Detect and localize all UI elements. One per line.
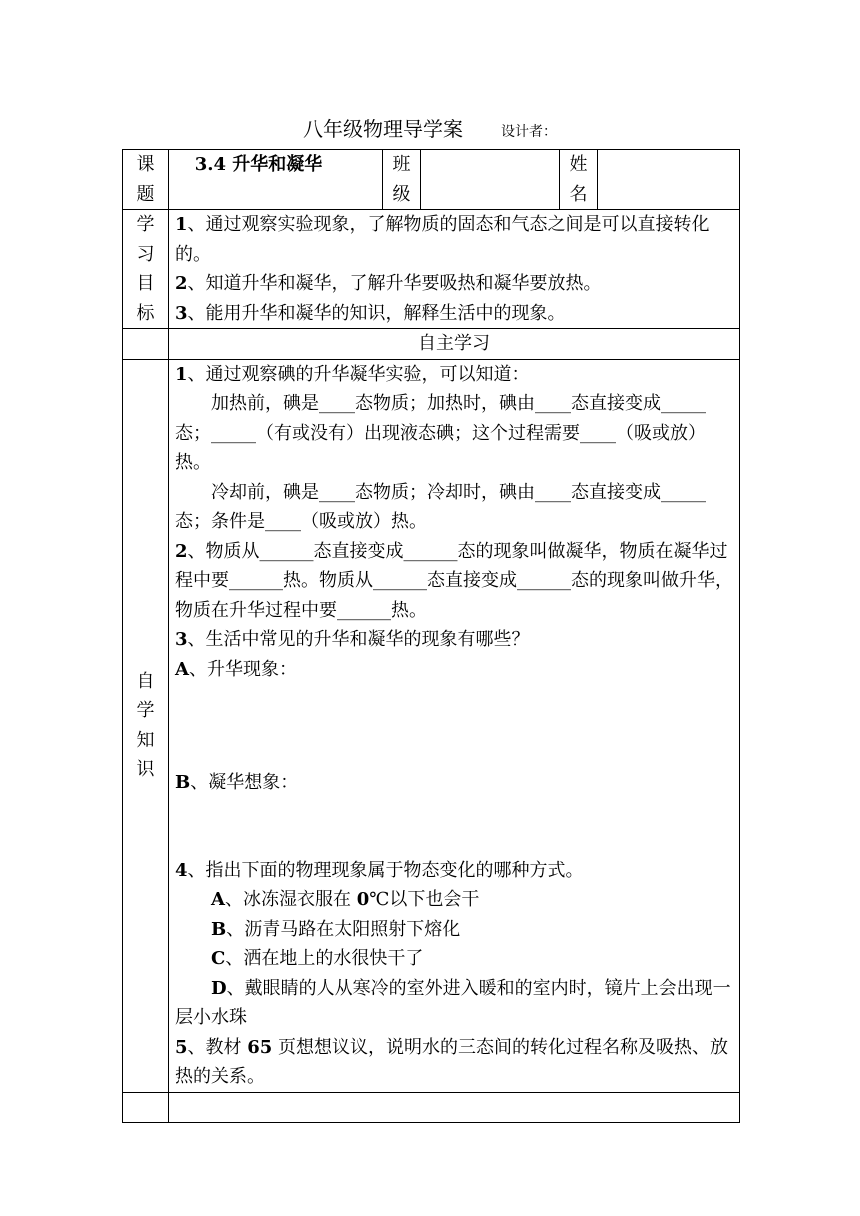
section-title: 自主学习 — [169, 329, 740, 360]
question-1: 1、通过观察碘的升华凝华实验，可以知道： — [175, 363, 530, 385]
objective-item: 3、能用升华和凝华的知识，解释生活中的现象。 — [175, 302, 566, 324]
question-4-option-a: A、冰冻湿衣服在 0℃以下也会干 — [211, 889, 480, 910]
question-4: 4、指出下面的物理现象属于物态变化的哪种方式。 — [175, 859, 584, 881]
page-header — [0, 113, 860, 142]
class-label: 班 级 — [383, 150, 421, 210]
question-3-a: A、升华现象： — [175, 658, 297, 680]
question-3: 3、生活中常见的升华和凝华的现象有哪些？ — [175, 629, 530, 650]
name-label: 姓 名 — [560, 150, 598, 210]
section-title-row — [123, 329, 740, 360]
objective-item: 2、知道升华和凝华，了解升华要吸热和凝华要放热。 — [175, 273, 602, 294]
self-study-content — [169, 359, 740, 1092]
topic-label: 课 题 — [123, 150, 169, 210]
self-study-label: 自 学 知 识 — [123, 359, 169, 1092]
question-1-heating: 加热前，碘是____态物质；加热时，碘由____态直接变成_____态；_____（有或没有）出现液态碘；这个过程需要____（吸或放）热。 — [175, 393, 706, 473]
designer-label: 设计者： — [501, 124, 557, 140]
empty-row — [123, 1092, 740, 1122]
question-3-b: B、凝华想象： — [175, 772, 299, 793]
answer-space-b — [175, 798, 735, 856]
objectives-row — [123, 210, 740, 329]
question-4-option-d: D、戴眼睛的人从寒冷的室外进入暖和的室内时，镜片上会出现一层小水珠 — [175, 977, 731, 1028]
objective-item: 1、通过观察实验现象，了解物质的固态和气态之间是可以直接转化的。 — [175, 214, 710, 265]
objectives-content — [169, 210, 740, 329]
question-2: 2、物质从______态直接变成______态的现象叫做凝华，物质在凝华过程中要______热。物质从______态直接变成______态的现象叫做升华，物质在升华过程中要______热。 — [175, 540, 733, 621]
empty-content-cell[interactable] — [169, 1092, 740, 1122]
self-study-row — [123, 359, 740, 1092]
question-4-option-b: B、沥青马路在太阳照射下熔化 — [211, 918, 461, 940]
class-field[interactable] — [421, 150, 560, 210]
question-1-cooling: 冷却前，碘是____态物质；冷却时，碘由____态直接变成_____态；条件是____（吸或放）热。 — [175, 481, 706, 532]
page-title: 八年级物理导学案 — [303, 117, 463, 141]
section-title-spacer — [123, 329, 169, 360]
study-guide-table — [122, 149, 740, 1123]
answer-space-a — [175, 684, 735, 768]
question-5: 5、教材 65 页想想议议，说明水的三态间的转化过程名称及吸热、放热的关系。 — [175, 1036, 729, 1087]
question-4-option-c: C、洒在地上的水很快干了 — [211, 948, 424, 969]
name-field[interactable] — [598, 150, 740, 210]
empty-label-cell — [123, 1092, 169, 1122]
topic-value: 3.4 升华和凝华 — [169, 150, 383, 210]
objectives-label: 学 习 目 标 — [123, 210, 169, 329]
info-row — [123, 150, 740, 210]
